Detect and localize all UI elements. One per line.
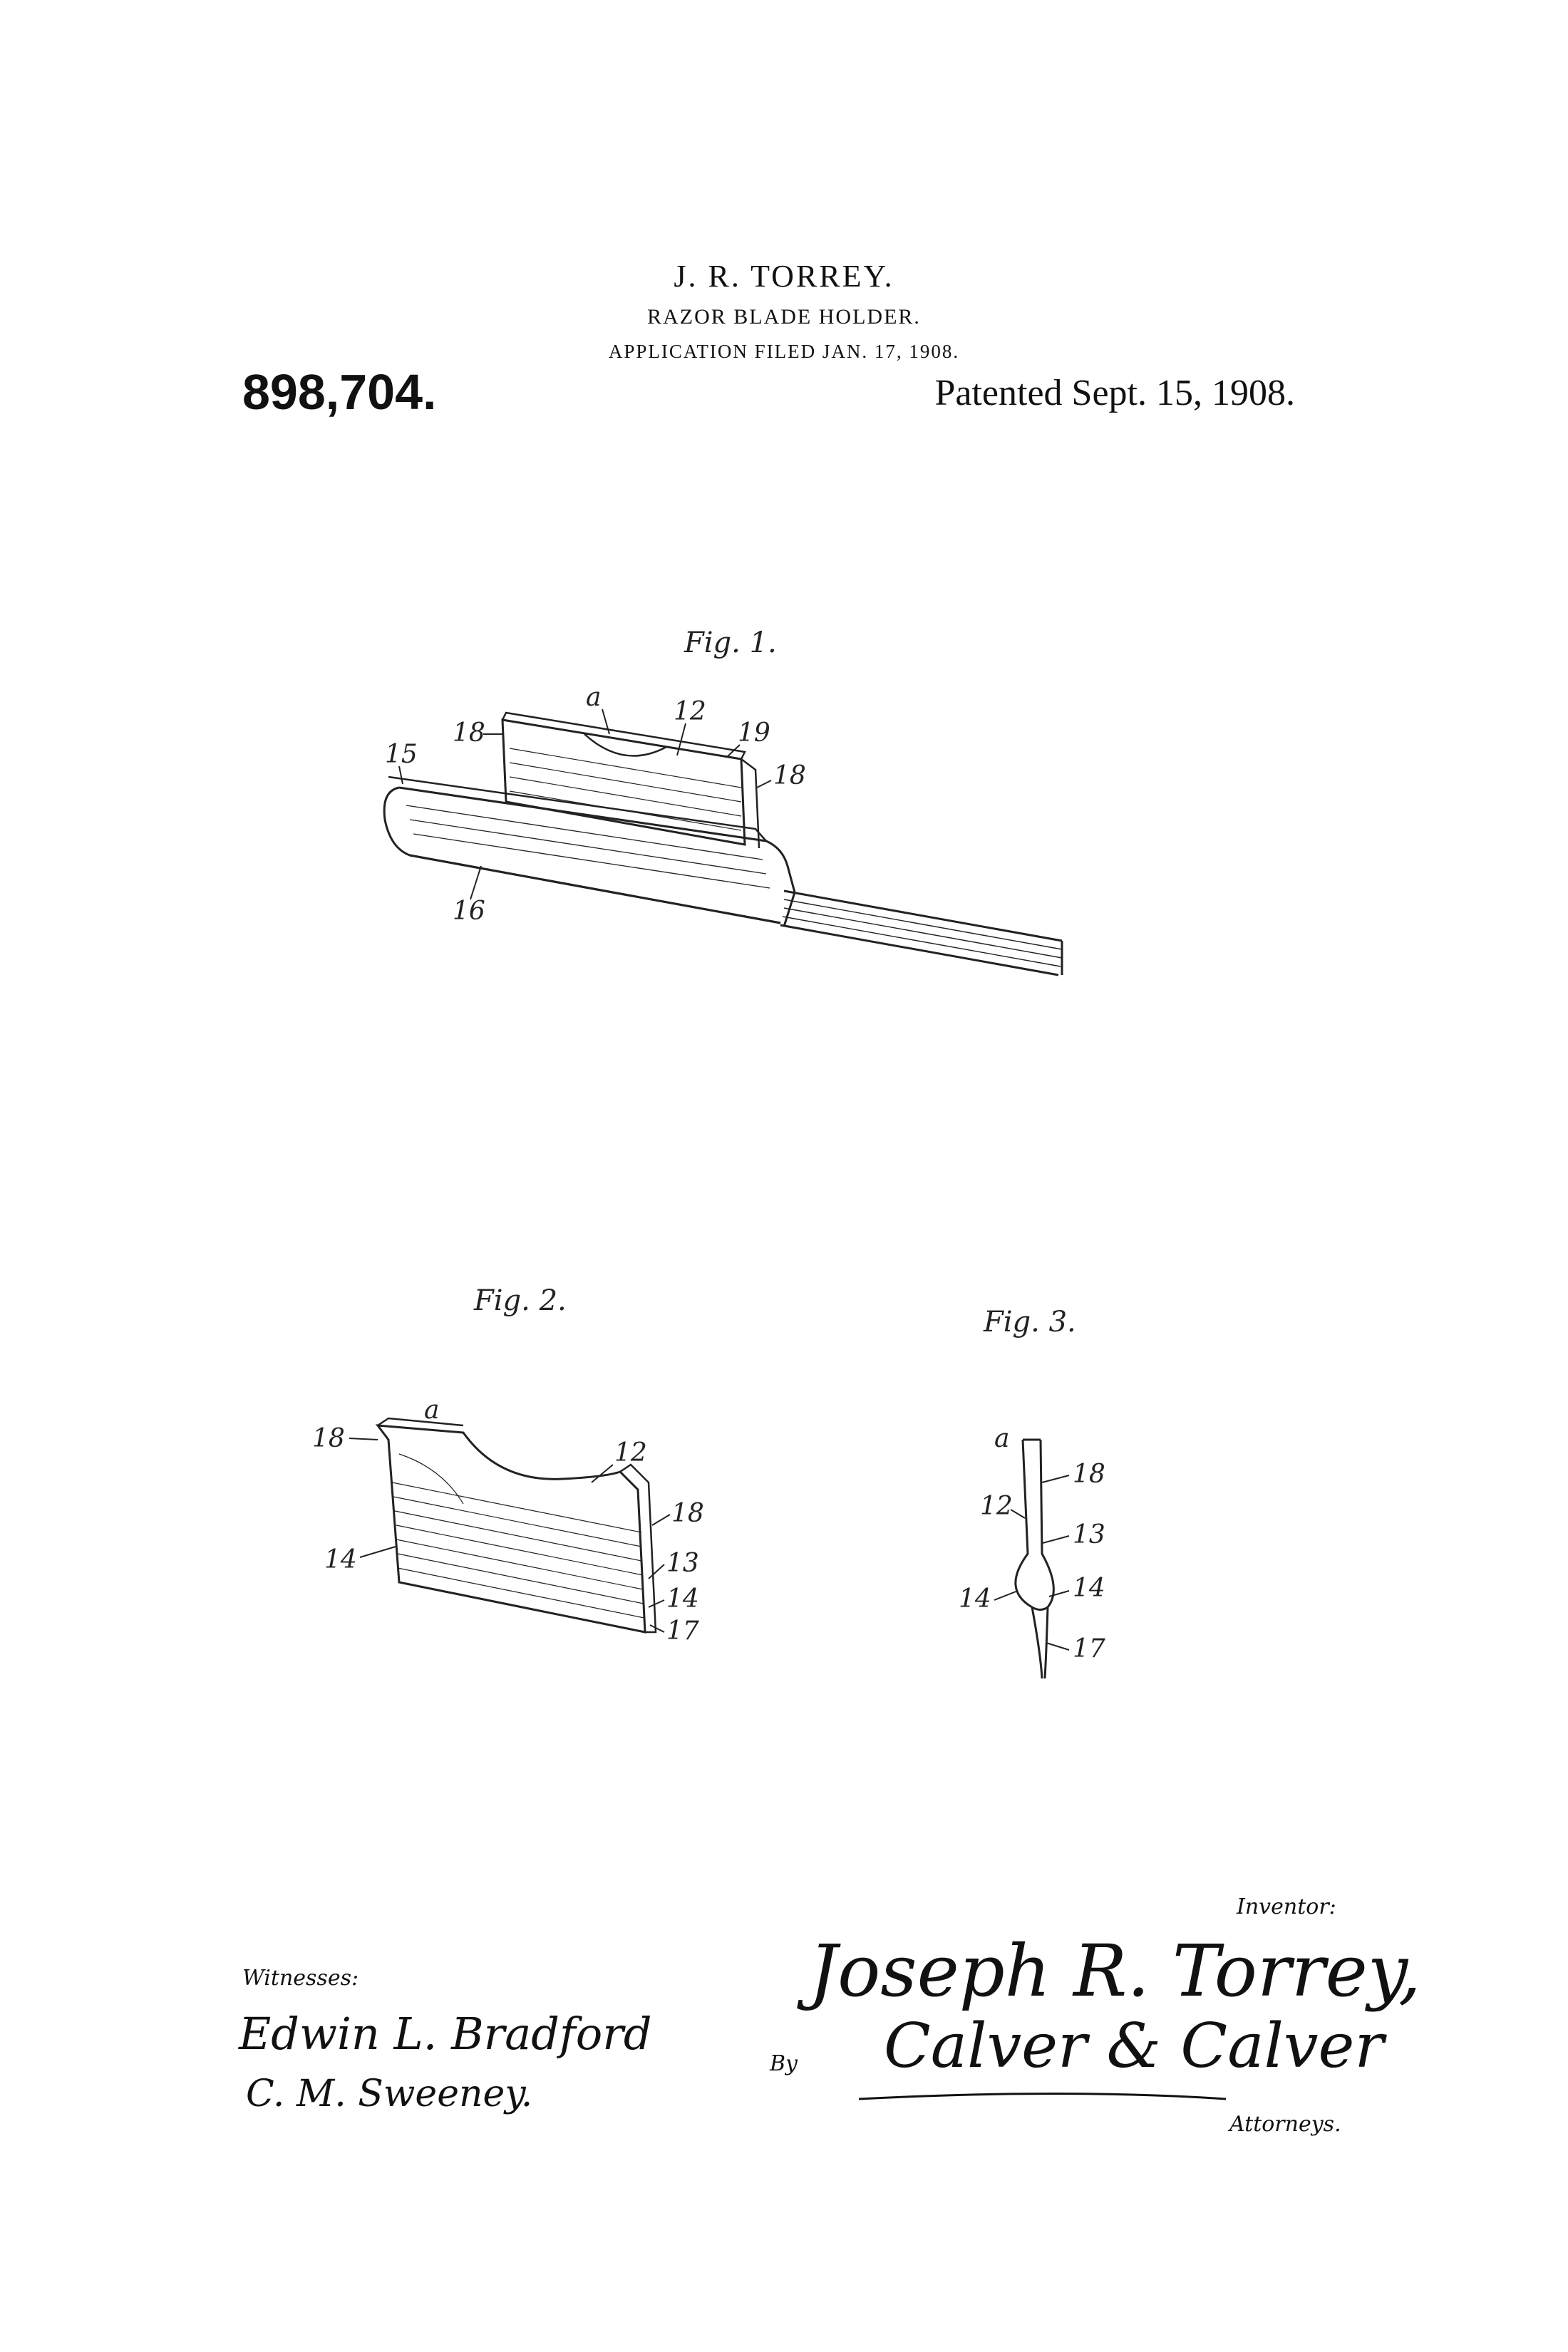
inventor-heading: Inventor: xyxy=(1237,1894,1336,1919)
fig2-ref-13: 13 xyxy=(666,1549,699,1578)
invention-title: RAZOR BLADE HOLDER. xyxy=(647,305,921,329)
fig2-ref-18-left: 18 xyxy=(312,1424,345,1453)
fig2-reference-numerals xyxy=(312,1396,704,1646)
witnesses-block xyxy=(238,1966,652,2115)
figure-2-label: Fig. 2. xyxy=(474,1284,567,1317)
figure-1 xyxy=(384,626,1062,975)
fig1-handle xyxy=(780,891,1062,975)
fig2-ref-a: a xyxy=(424,1396,440,1425)
by-label: By xyxy=(770,2051,798,2076)
inventor-signature: Joseph R. Torrey, xyxy=(809,1929,1421,2013)
fig2-ref-17: 17 xyxy=(666,1616,699,1646)
figure-3 xyxy=(959,1306,1105,1678)
fig3-ref-12: 12 xyxy=(980,1492,1013,1521)
fig1-ref-19: 19 xyxy=(738,718,770,748)
fig1-ref-15: 15 xyxy=(385,740,418,769)
fig3-ref-14-right: 14 xyxy=(1073,1574,1105,1603)
fig3-ref-14-left: 14 xyxy=(959,1584,991,1614)
figure-3-label: Fig. 3. xyxy=(984,1306,1076,1339)
inventor-name: J. R. TORREY. xyxy=(674,259,894,294)
fig3-ref-a: a xyxy=(994,1424,1010,1453)
patent-number: 898,704. xyxy=(242,364,437,420)
witness-signature-2: C. M. Sweeney. xyxy=(246,2073,533,2115)
attorney-signature: Calver & Calver xyxy=(884,2011,1384,2082)
fig3-ref-17: 17 xyxy=(1073,1634,1105,1664)
patent-date: Patented Sept. 15, 1908. xyxy=(934,373,1295,413)
fig1-ref-18-left: 18 xyxy=(453,718,485,748)
fig1-ref-18-right: 18 xyxy=(773,761,806,790)
fig1-ref-12: 12 xyxy=(674,697,706,726)
inventor-block xyxy=(769,1894,1421,2137)
fig2-ref-14-right: 14 xyxy=(666,1584,699,1614)
fig2-ref-18-right: 18 xyxy=(671,1499,704,1528)
attorneys-heading: Attorneys. xyxy=(1229,2112,1341,2137)
fig1-ref-a: a xyxy=(586,683,602,712)
fig3-reference-numerals xyxy=(959,1424,1105,1664)
figure-2 xyxy=(312,1284,704,1646)
fig3-ref-13: 13 xyxy=(1073,1520,1105,1549)
figure-1-label: Fig. 1. xyxy=(684,626,777,659)
attorney-signature-underline xyxy=(859,2094,1226,2100)
fig2-ref-14-left: 14 xyxy=(324,1545,357,1574)
fig1-blade xyxy=(502,713,759,848)
fig3-ref-18: 18 xyxy=(1073,1460,1105,1489)
witness-signature-1: Edwin L. Bradford xyxy=(239,2008,652,2060)
fig1-clamp-body xyxy=(384,777,795,927)
fig2-ref-12: 12 xyxy=(614,1438,647,1468)
fig1-ref-16: 16 xyxy=(453,897,485,926)
witnesses-heading: Witnesses: xyxy=(242,1966,359,1991)
application-filed-date: APPLICATION FILED JAN. 17, 1908. xyxy=(608,341,960,362)
